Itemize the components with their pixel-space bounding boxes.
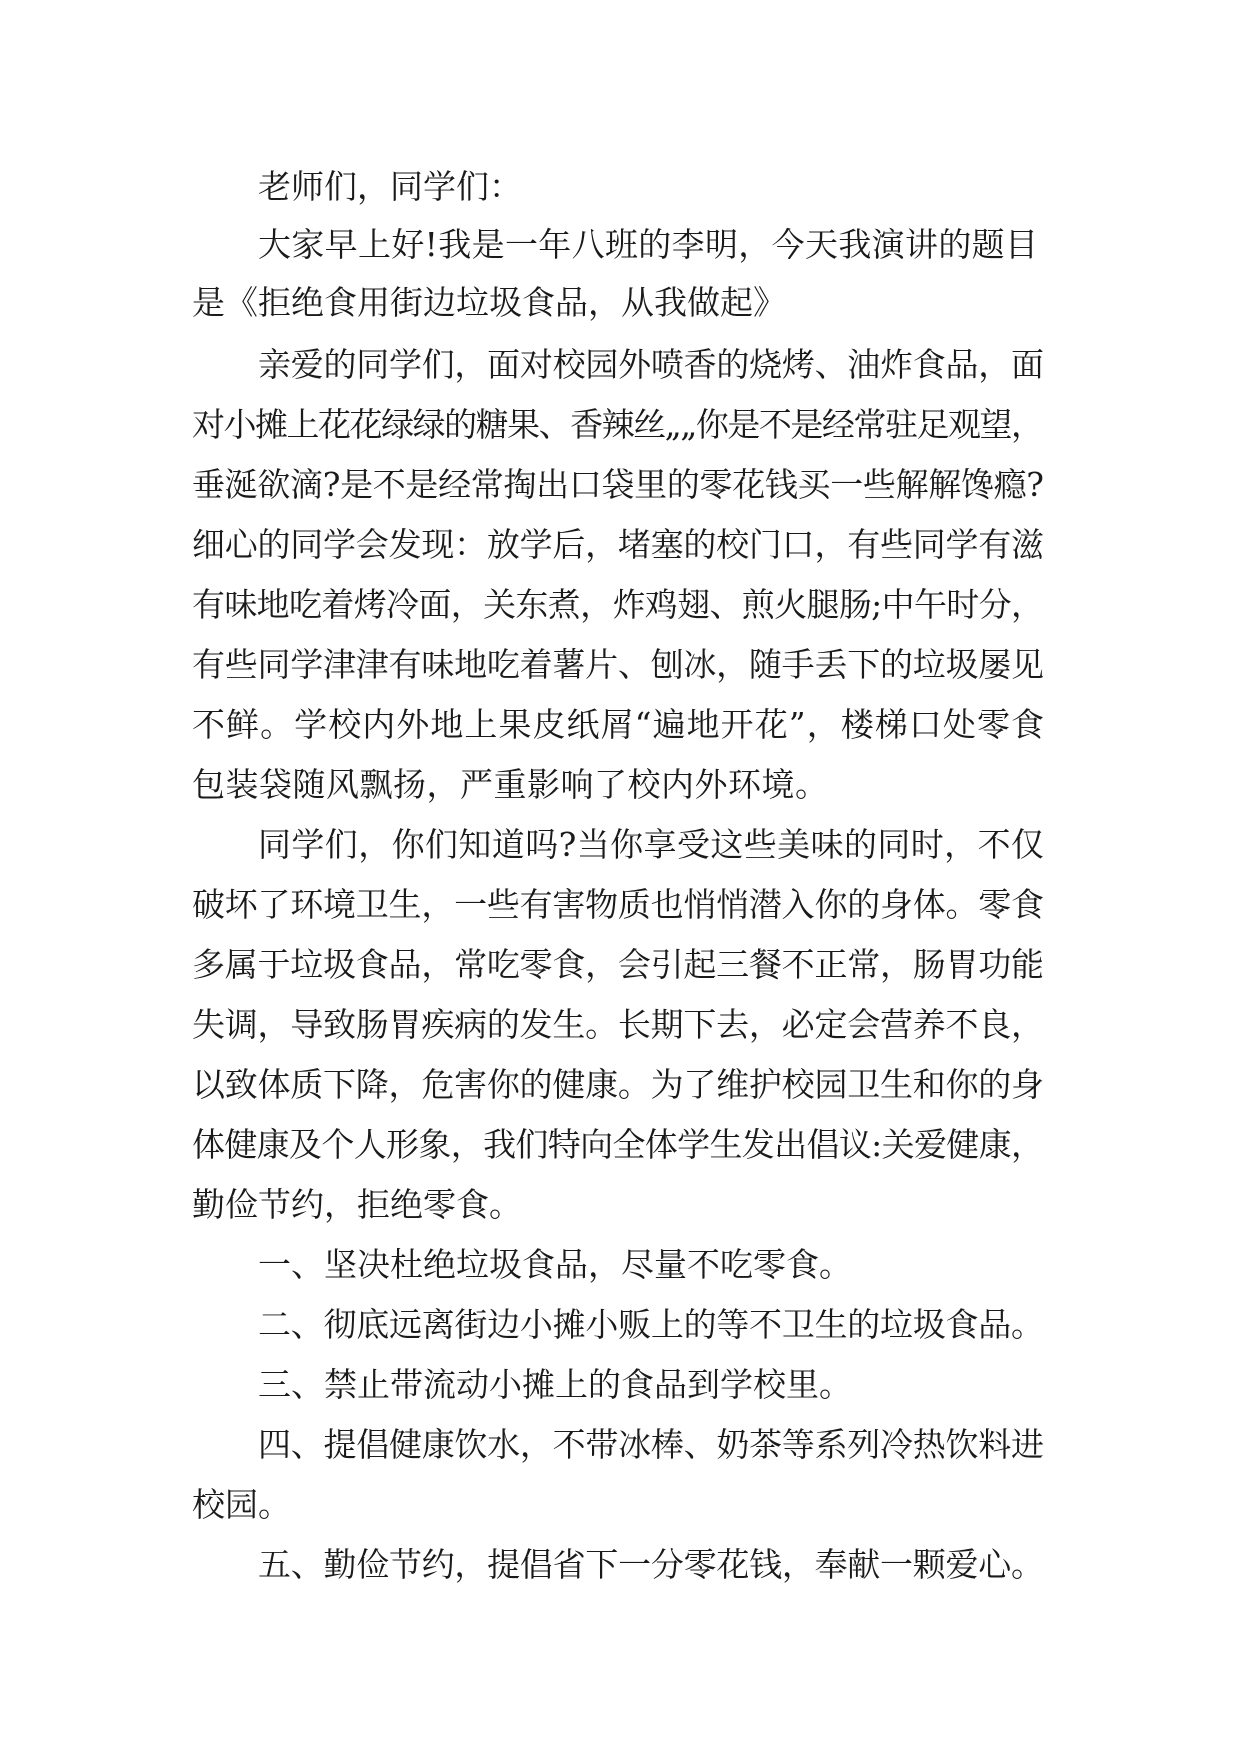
text-line: 有味地吃着烤冷面，关东煮，炸鸡翅、煎火腿肠;中午时分， <box>192 585 1044 624</box>
text-line: 对小摊上花花绿绿的糖果、香辣丝„„你是不是经常驻足观望， <box>192 405 1043 444</box>
text-line: 细心的同学会发现：放学后，堵塞的校门口，有些同学有滋 <box>192 525 1044 564</box>
text-line: 校园。 <box>192 1485 291 1524</box>
text-line: 老师们，同学们： <box>258 167 522 206</box>
text-line: 二、彻底远离街边小摊小贩上的等不卫生的垃圾食品。 <box>258 1305 1044 1344</box>
paragraph-line <box>0 1003 1241 1047</box>
text-line: 失调，导致肠胃疾病的发生。长期下去，必定会营养不良， <box>192 1005 1044 1044</box>
paragraph-line <box>0 703 1241 747</box>
paragraph-line <box>0 763 1241 807</box>
text-line: 五、勤俭节约，提倡省下一分零花钱，奉献一颗爱心。 <box>258 1545 1044 1584</box>
text-line: 亲爱的同学们，面对校园外喷香的烧烤、油炸食品，面 <box>258 345 1044 384</box>
text-line: 破坏了环境卫生，一些有害物质也悄悄潜入你的身体。零食 <box>192 885 1044 924</box>
paragraph-line <box>0 643 1241 687</box>
text-line: 有些同学津津有味地吃着薯片、刨冰，随手丢下的垃圾屡见 <box>192 645 1044 684</box>
text-line: 多属于垃圾食品，常吃零食，会引起三餐不正常，肠胃功能 <box>192 945 1044 984</box>
text-line: 垂涎欲滴?是不是经常掏出口袋里的零花钱买一些解解馋瘾? <box>192 465 1044 504</box>
paragraph-line <box>0 823 1241 867</box>
text-line: 包装袋随风飘扬，严重影响了校内外环境。 <box>192 765 829 804</box>
paragraph-line <box>0 463 1241 507</box>
text-line: 体健康及个人形象，我们特向全体学生发出倡议:关爱健康， <box>192 1125 1044 1164</box>
paragraph-line <box>0 281 1241 325</box>
list-item <box>0 1423 1241 1467</box>
paragraph-line <box>0 343 1241 387</box>
paragraph-line <box>0 403 1241 447</box>
text-line: 同学们，你们知道吗?当你享受这些美味的同时，不仅 <box>258 825 1045 864</box>
paragraph-line <box>0 583 1241 627</box>
paragraph-line <box>0 223 1241 267</box>
paragraph-line <box>0 1063 1241 1107</box>
text-line: 一、坚决杜绝垃圾食品，尽量不吃零食。 <box>258 1245 852 1284</box>
text-line: 大家早上好!我是一年八班的李明，今天我演讲的题目 <box>258 225 1039 264</box>
list-item <box>0 1243 1241 1287</box>
paragraph-line <box>0 943 1241 987</box>
list-item <box>0 1483 1241 1527</box>
text-line: 勤俭节约，拒绝零食。 <box>192 1185 522 1224</box>
list-item <box>0 1543 1241 1587</box>
text-line: 是《拒绝食用街边垃圾食品，从我做起》 <box>192 283 786 322</box>
paragraph-line <box>0 1183 1241 1227</box>
paragraph-line <box>0 523 1241 567</box>
list-item <box>0 1363 1241 1407</box>
text-line: 不鲜。学校内外地上果皮纸屑“遍地开花”，楼梯口处零食 <box>192 705 1046 744</box>
list-item <box>0 1303 1241 1347</box>
text-line: 以致体质下降，危害你的健康。为了维护校园卫生和你的身 <box>192 1065 1044 1104</box>
text-line: 四、提倡健康饮水，不带冰棒、奶茶等系列冷热饮料进 <box>258 1425 1044 1464</box>
paragraph-line <box>0 1123 1241 1167</box>
salutation-line <box>0 165 1241 209</box>
paragraph-line <box>0 883 1241 927</box>
text-line: 三、禁止带流动小摊上的食品到学校里。 <box>258 1365 852 1404</box>
